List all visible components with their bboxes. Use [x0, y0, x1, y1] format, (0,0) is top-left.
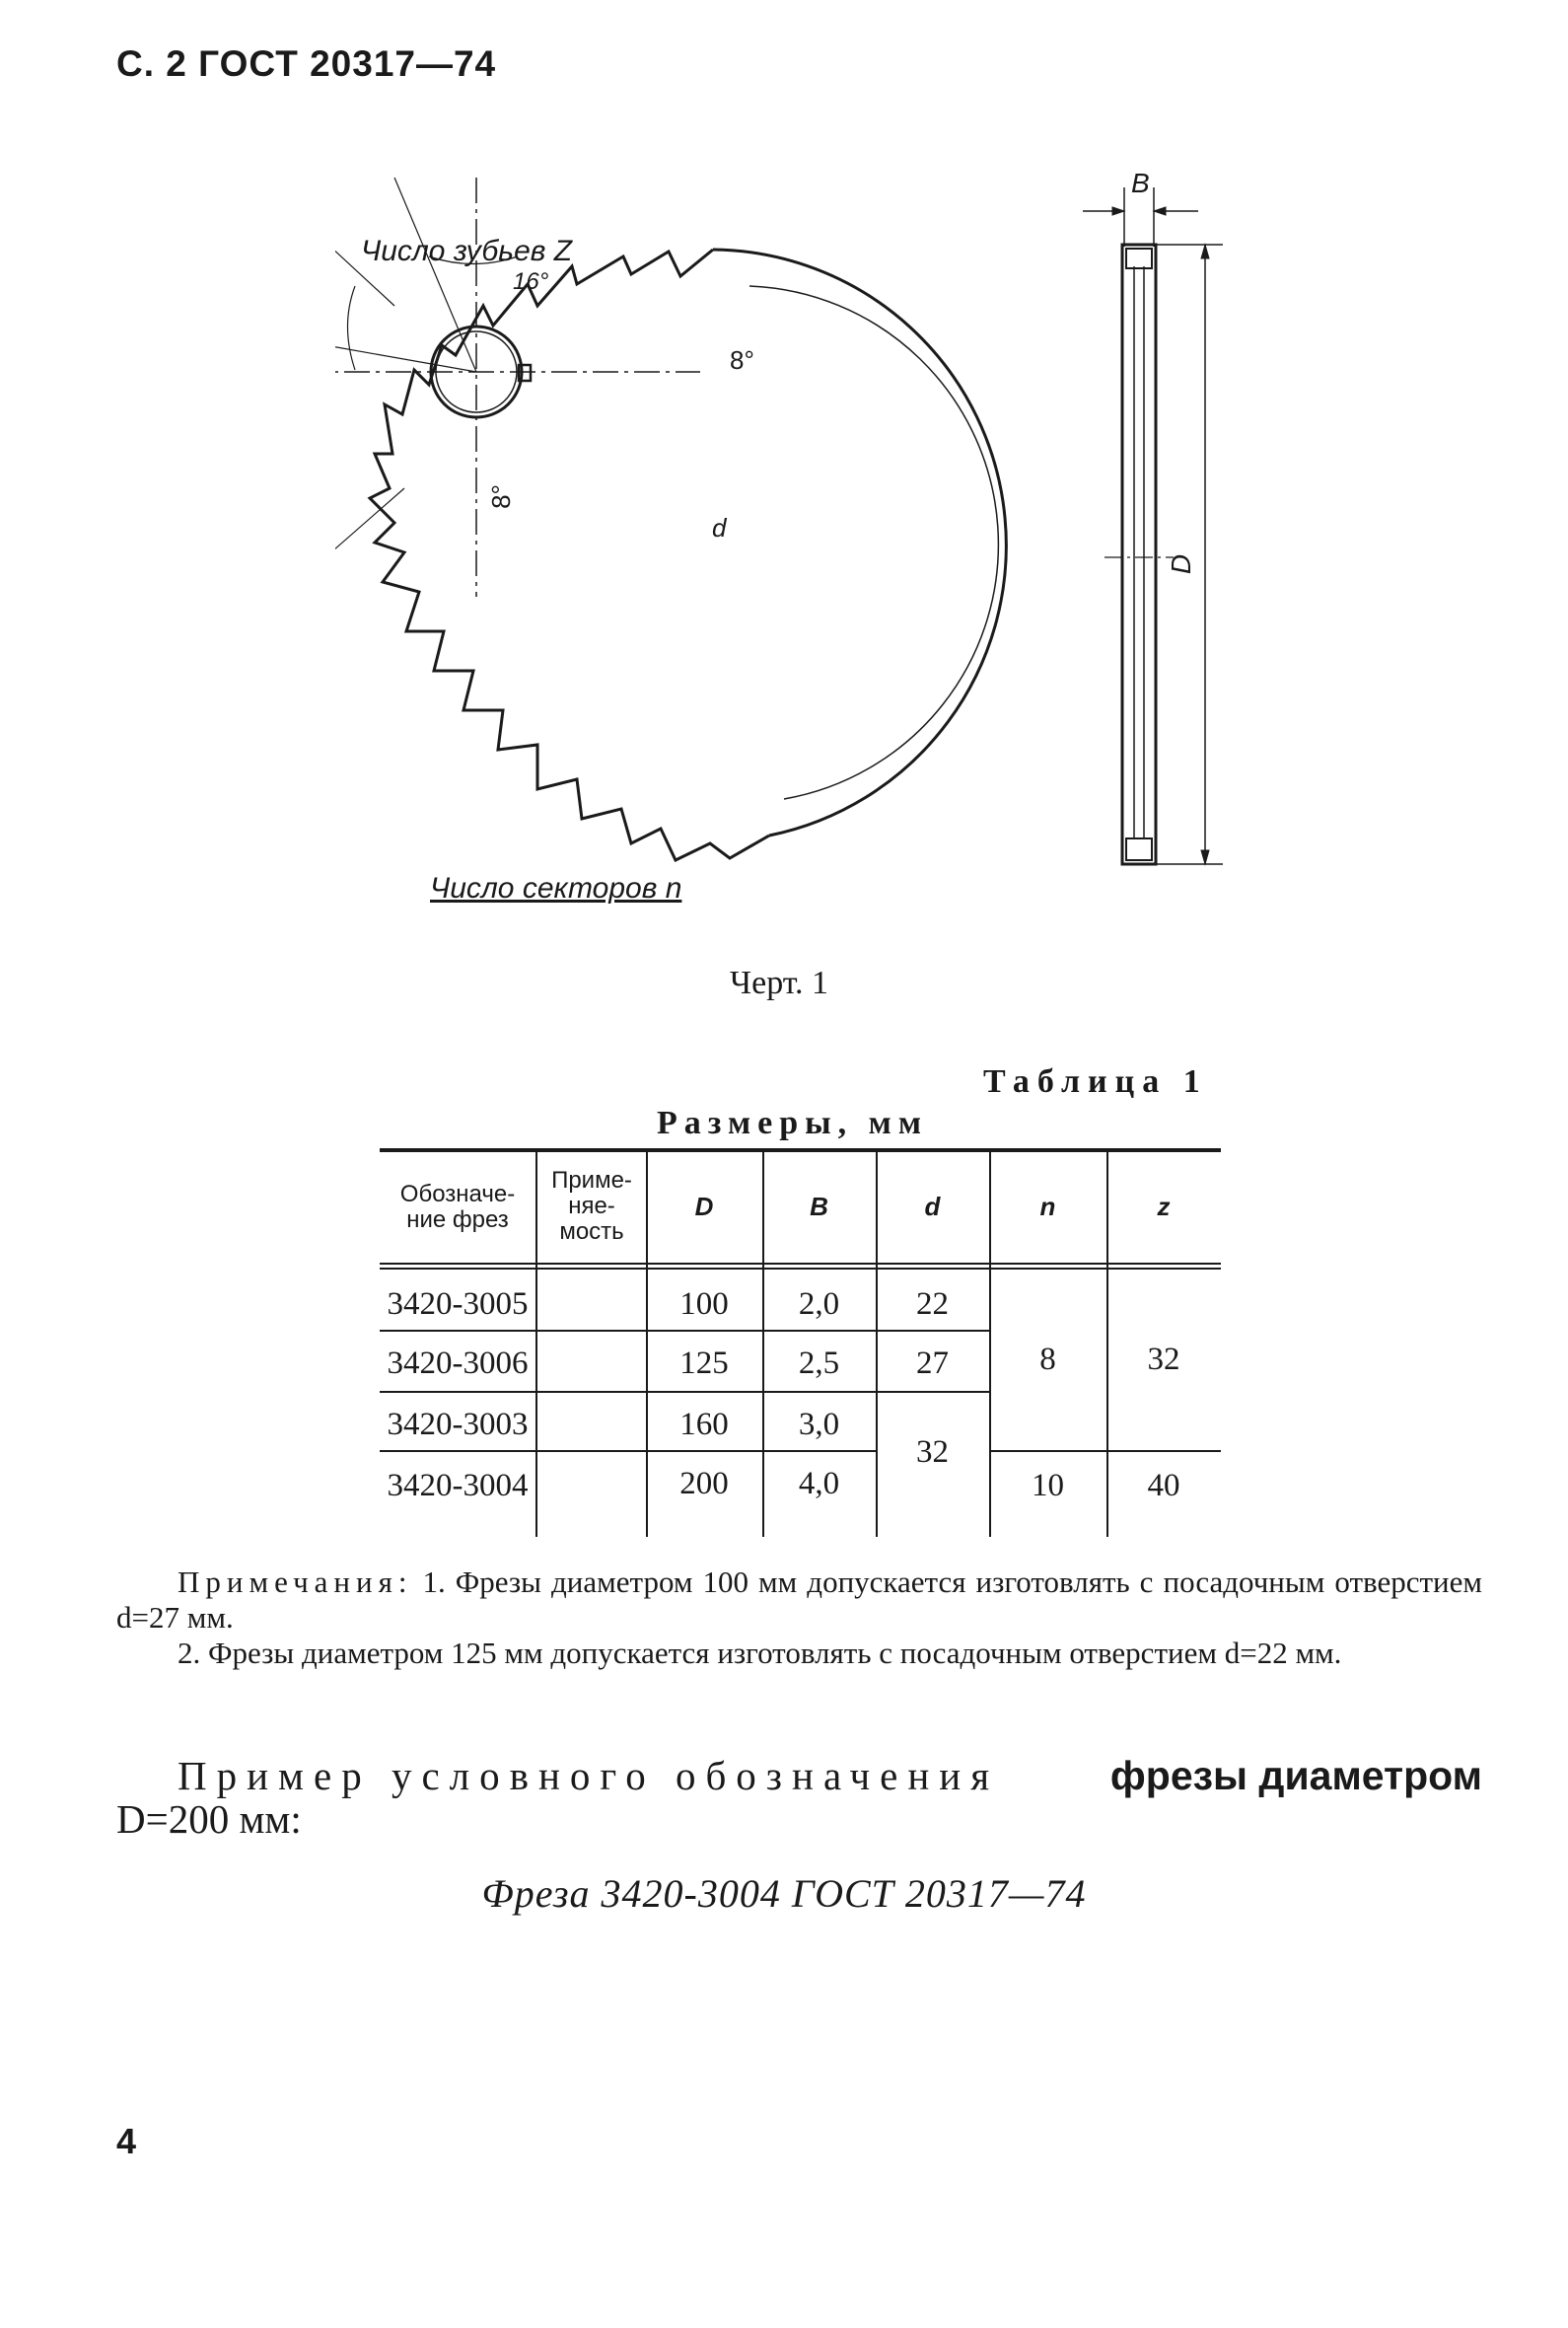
row1-d: 22	[916, 1286, 949, 1322]
notes-label: Примечания:	[178, 1564, 413, 1599]
merged-d-32: 32	[916, 1434, 949, 1470]
row1-B: 2,0	[798, 1286, 840, 1322]
sectors-leader	[335, 488, 404, 592]
cutter-teeth	[370, 250, 769, 860]
table-subtitle: Размеры, мм	[657, 1105, 928, 1141]
row4-B: 4,0	[798, 1466, 840, 1501]
page-number: 4	[116, 2121, 137, 2161]
label-16: 16°	[513, 268, 549, 295]
label-teeth: Число зубьев Z	[361, 235, 573, 267]
page-header: С. 2 ГОСТ 20317—74	[116, 43, 497, 84]
row3-designation: 3420-3003	[387, 1407, 529, 1442]
example-label: Пример условного обозначения	[178, 1753, 1000, 1798]
cutter-inner-arc	[749, 286, 998, 799]
row2-B: 2,5	[798, 1346, 840, 1381]
designation-example	[116, 1754, 1482, 1841]
cutter-outer-arc	[713, 250, 1006, 836]
header-rule-2	[380, 1268, 1221, 1270]
angle-arc-top	[429, 256, 518, 264]
row4-z: 40	[1147, 1468, 1180, 1503]
header-designation: Обозначе-ние фрез	[399, 1181, 516, 1233]
label-8-left: 8°	[485, 484, 516, 509]
angle-line-left	[335, 345, 476, 372]
row3-B: 3,0	[798, 1407, 840, 1442]
row3-rule-nz	[989, 1450, 1221, 1452]
note-1	[116, 1564, 1482, 1636]
label-sectors: Число секторов n	[430, 872, 682, 905]
row1-rule	[380, 1330, 989, 1332]
row3-rule	[380, 1450, 876, 1452]
header-z: z	[1157, 1192, 1171, 1221]
teeth-leader	[335, 187, 394, 306]
merged-n-8: 8	[1039, 1342, 1056, 1377]
angle-line-top	[394, 178, 476, 372]
figure-caption: Черт. 1	[730, 965, 829, 1001]
label-B: B	[1131, 168, 1150, 198]
merged-z-32: 32	[1147, 1342, 1180, 1377]
row3-D: 160	[679, 1407, 729, 1442]
dimensions-table	[380, 1148, 1221, 1543]
row2-designation: 3420-3006	[387, 1346, 529, 1381]
table-top-rule	[380, 1148, 1221, 1152]
note-1-text: 1. Фрезы диаметром 100 мм допускается изготовлять с посадочным отверстием d=27 мм.	[116, 1564, 1482, 1635]
angle-arc-left	[348, 286, 356, 370]
table-title: Таблица 1	[983, 1063, 1208, 1100]
label-D: D	[1166, 553, 1197, 575]
example-text: фрезы диаметром	[1109, 1753, 1482, 1798]
row4-D: 200	[679, 1466, 729, 1501]
row4-n: 10	[1032, 1468, 1064, 1503]
label-8-top: 8°	[730, 345, 754, 375]
label-d: d	[712, 513, 727, 543]
header-B: B	[810, 1192, 828, 1221]
header-rule-1	[380, 1263, 1221, 1265]
row1-D: 100	[679, 1286, 729, 1322]
row2-rule	[380, 1391, 989, 1393]
row2-D: 125	[679, 1346, 729, 1381]
row4-designation: 3420-3004	[387, 1468, 529, 1503]
example-text-2: D=200 мм:	[116, 1796, 302, 1842]
header-d: d	[924, 1192, 941, 1221]
row1-designation: 3420-3005	[387, 1286, 529, 1322]
header-D: D	[694, 1192, 714, 1221]
cutter-side-view	[1075, 178, 1252, 888]
notes	[116, 1564, 1482, 1671]
note-2: 2. Фрезы диаметром 125 мм допускается изготовлять с посадочным отверстием d=22 мм.	[178, 1636, 1342, 1670]
designation-line: Фреза 3420-3004 ГОСТ 20317—74	[481, 1871, 1087, 1916]
row2-d: 27	[916, 1346, 949, 1381]
header-applicability: Приме-няе-мость	[551, 1167, 632, 1245]
header-n: n	[1039, 1192, 1056, 1221]
